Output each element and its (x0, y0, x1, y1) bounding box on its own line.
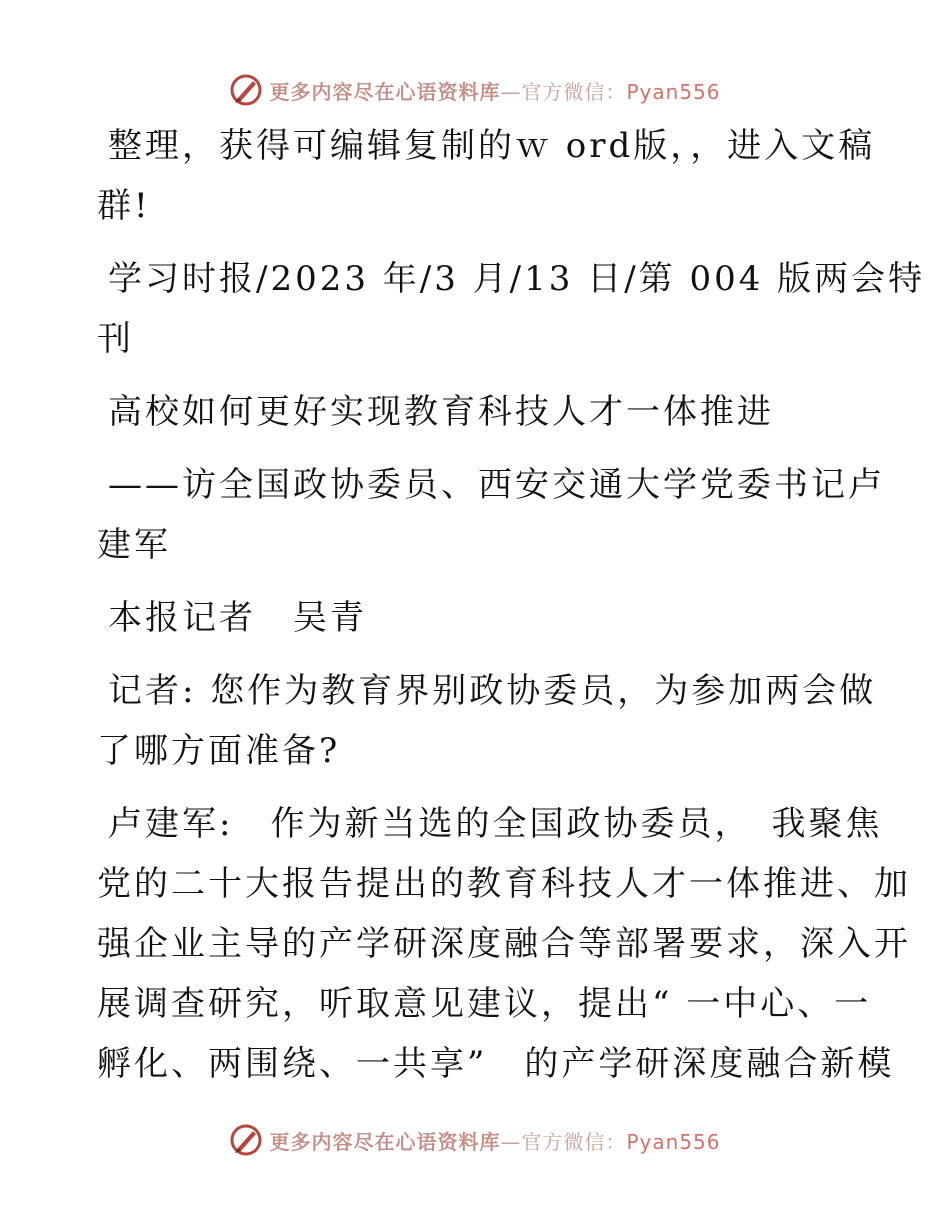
reporter-byline: 本报记者 吴青 (108, 598, 367, 638)
answer-text-cont: 孵化、两围绕、一共享” 的产学研深度融合新模 (97, 1044, 895, 1084)
watermark-content (229, 1123, 720, 1157)
answer-text-cont: 强企业主导的产学研深度融合等部署要求，深入开 (97, 924, 911, 964)
watermark-main-text: 更多内容尽在心语资料库 (269, 1129, 501, 1154)
watermark-text (269, 76, 720, 105)
watermark-wechat-id: Pyan556 (626, 79, 721, 104)
watermark-official-label: 官方微信： (521, 79, 627, 104)
text-line: 整理，获得可编辑复制的ｗ ord版，，进入文稿 (108, 126, 876, 166)
text-line: 刊 (97, 319, 134, 359)
watermark-footer (0, 1120, 950, 1160)
text-line: 学习时报/2023 年/3 月/13 日/第 004 版两会特 (108, 259, 926, 299)
watermark-separator: — (500, 1129, 522, 1154)
watermark-header (0, 70, 950, 110)
watermark-official-label: 官方微信： (521, 1129, 627, 1154)
article-title: 高校如何更好实现教育科技人才一体推进 (108, 392, 774, 432)
watermark-text (269, 1126, 720, 1155)
watermark-wechat-id: Pyan556 (626, 1129, 721, 1154)
article-subtitle: ——访全国政协委员、西安交通大学党委书记卢 (108, 465, 885, 505)
pen-logo-icon (229, 73, 263, 107)
watermark-content (229, 73, 720, 107)
pen-logo-icon (229, 1123, 263, 1157)
answer-text-cont: 展调查研究，听取意见建议，提出“ 一中心、一 (97, 984, 872, 1024)
text-line: 群! (97, 186, 151, 226)
watermark-main-text: 更多内容尽在心语资料库 (269, 79, 501, 104)
watermark-separator: — (500, 79, 522, 104)
answer-text: 卢建军: 作为新当选的全国政协委员， 我聚焦 (108, 804, 883, 844)
question-text-cont: 了哪方面准备? (97, 731, 341, 771)
question-text: 记者: 您作为教育界别政协委员，为参加两会做 (108, 671, 877, 711)
answer-text-cont: 党的二十大报告提出的教育科技人才一体推进、加 (97, 864, 911, 904)
article-subtitle-cont: 建军 (97, 525, 171, 565)
